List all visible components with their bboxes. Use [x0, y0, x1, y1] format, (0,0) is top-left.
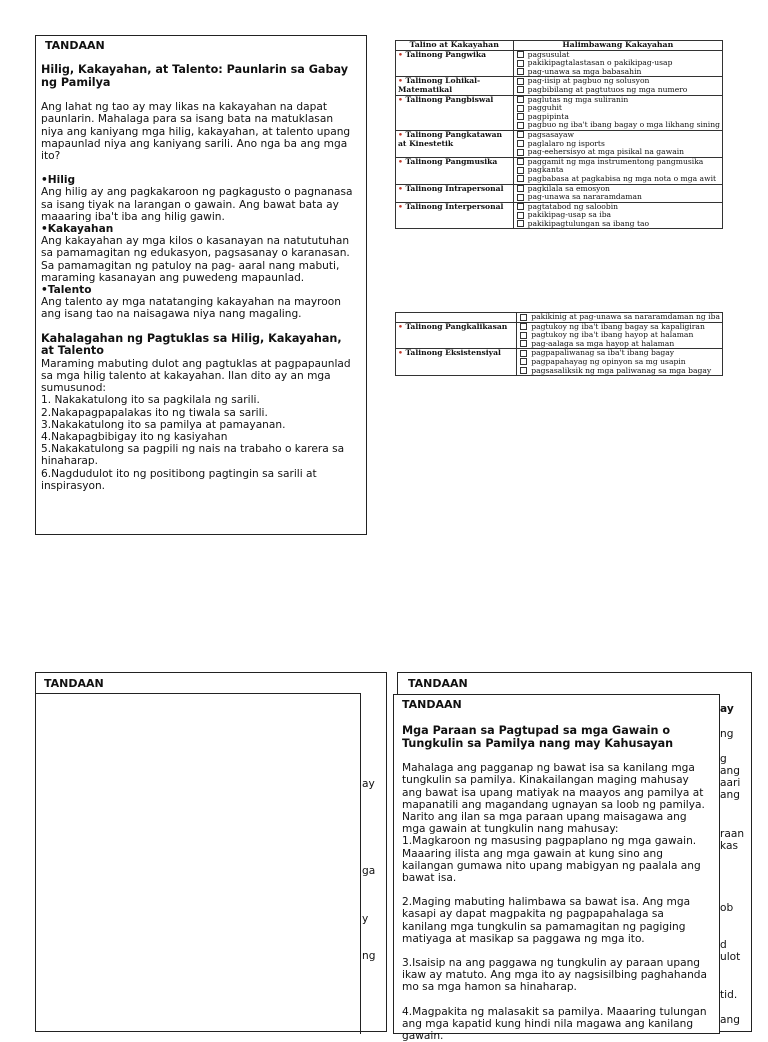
example-label: pagguhit — [527, 103, 562, 113]
example-list — [517, 322, 723, 349]
example-label: pagsusulat — [527, 49, 570, 59]
text-fragment: y — [362, 913, 369, 925]
paragraph: 3.Isaisip na ang paggawa ng tungkulin ay paraan upang ikaw ay matuto. Ang mga ito ay nagsisilbing paghahanda mo sa mga hamon sa hinaharap. — [402, 957, 707, 994]
list-item: 2.Nakapagpapalakas ito ng tiwala sa sarili. — [41, 406, 268, 419]
bullet-icon: • — [398, 49, 406, 59]
example-label: pag-iisip at pagbuo ng solusyon — [527, 76, 650, 86]
checkbox-icon — [517, 60, 524, 67]
section-intro: Maraming mabuting dulot ang pagtuklas at pagpapaunlad sa mga hilig talento at kakayahan. Ilan dito ay an mga sumusunod: — [41, 357, 351, 395]
text-fragment: ng — [720, 728, 734, 740]
list-item: 3.Nakakatulong ito sa pamilya at pamayanan. — [41, 418, 286, 431]
tandaan-note-bottom-left — [35, 672, 387, 1032]
checkbox-icon — [520, 367, 527, 374]
bullet-icon: • — [398, 321, 406, 331]
category-label: Talinong Eksistensiyal — [405, 348, 501, 358]
checkbox-icon — [520, 358, 527, 365]
category-label: Talinong Lohikal-Matematikal — [398, 76, 481, 94]
example-item — [516, 193, 720, 202]
hilig-text: Ang hilig ay ang pagkakaroon ng pagkagusto o pagnanasa sa isang tiyak na larangan o gawain. Ang bawat bata ay maaaring iba't iba ang hilig gawin. — [41, 186, 353, 223]
example-item — [516, 220, 720, 229]
text-fragment: ang — [720, 1014, 740, 1026]
checkbox-icon — [520, 314, 527, 321]
example-label: pagkanta — [527, 165, 564, 175]
talento-label: •Talento — [41, 284, 92, 297]
category-label: Talinong Pangwika — [405, 49, 487, 59]
text-fragment: ulot — [720, 951, 741, 963]
checkbox-icon — [517, 194, 524, 201]
checkbox-icon — [517, 212, 524, 219]
list-item: 6.Nagdudulot ito ng positibong pagtingin sa sarili at inspirasyon. — [41, 467, 317, 492]
checkbox-icon — [517, 131, 524, 138]
category-label: Talinong Pangkalikasan — [405, 321, 508, 331]
example-label: pakikinig at pag-unawa sa nararamdaman ng iba — [531, 312, 720, 321]
checkbox-icon — [517, 185, 524, 192]
table-header: Halimbawang Kakayahan — [513, 41, 722, 51]
example-label: paglutas ng mga suliranin — [527, 94, 629, 104]
note-intro: Ang lahat ng tao ay may likas na kakayahan na dapat paunlarin. Mahalaga para sa isang bata na matuklasan niya ang kaniyang mga hilig, kakayahan, at talento upang mapaunlad niya ang kaniyang sarili. Ano nga ba ang mga ito? — [41, 101, 351, 162]
example-label: pagtukoy ng iba't ibang bagay sa kapaligiran — [531, 321, 705, 331]
category-label: Talinong Intrapersonal — [405, 183, 504, 193]
example-label: pagbibilang at pagtutuos ng mga numero — [527, 84, 688, 94]
example-item — [519, 367, 720, 376]
checkbox-icon — [517, 149, 524, 156]
table-row — [396, 184, 723, 202]
example-label: pakikipag-usap sa iba — [527, 210, 612, 220]
talino-category — [396, 184, 514, 202]
example-list — [513, 184, 722, 202]
checkbox-icon — [517, 105, 524, 112]
checkbox-icon — [517, 51, 524, 58]
table-row — [396, 50, 723, 77]
bullet-icon: • — [398, 183, 406, 193]
checkbox-icon — [517, 175, 524, 182]
table-header: Talino at Kakayahan — [396, 41, 514, 51]
example-item — [519, 340, 720, 349]
example-label: pag-unawa sa nararamdaman — [527, 192, 642, 202]
checkbox-icon — [517, 96, 524, 103]
table-row — [396, 322, 723, 349]
text-fragment: kas — [720, 840, 738, 852]
checkbox-icon — [520, 323, 527, 330]
list-item: 4.Nakapagbibigay ito ng kasiyahan — [41, 431, 228, 444]
text-fragment: ay — [720, 703, 734, 715]
example-label: pagpipinta — [527, 111, 569, 121]
category-label: Talinong Interpersonal — [405, 201, 504, 211]
checkbox-icon — [517, 78, 524, 85]
example-list — [513, 130, 722, 157]
table-row — [396, 349, 723, 376]
category-label: Talinong Pangmusika — [405, 156, 498, 166]
list-item: 1. Nakakatulong ito sa pagkilala ng sarili. — [41, 394, 260, 407]
checkbox-icon — [517, 167, 524, 174]
example-label: pakikipagtalastasan o pakikipag-usap — [527, 58, 673, 68]
table-row — [396, 130, 723, 157]
checkbox-icon — [520, 332, 527, 339]
example-label: pagkilala sa emosyon — [527, 183, 610, 193]
text-fragment: ang — [720, 789, 740, 801]
example-item — [516, 86, 720, 95]
bullet-icon: • — [398, 201, 406, 211]
checkbox-icon — [520, 350, 527, 357]
example-list — [513, 50, 722, 77]
example-item — [516, 121, 720, 130]
example-label: pag-aalaga sa mga hayop at halaman — [531, 338, 675, 348]
talino-table — [395, 40, 723, 229]
example-label: pagsasayaw — [527, 129, 574, 139]
example-label: paglalaro ng isports — [527, 138, 605, 148]
talino-category — [396, 202, 514, 229]
text-fragment: d — [720, 939, 727, 951]
checkbox-icon — [517, 203, 524, 210]
checkbox-icon — [517, 220, 524, 227]
bullet-icon: • — [398, 76, 406, 86]
example-item — [516, 68, 720, 77]
bullet-icon: • — [398, 129, 406, 139]
talino-category — [396, 50, 514, 77]
section-title: Kahalagahan ng Pagtuklas sa Hilig, Kakayahan, at Talento — [41, 331, 342, 358]
text-fragment: ay — [362, 778, 375, 790]
talino-category — [396, 77, 514, 95]
list-item: 5.Nakakatulong sa pagpili ng nais na trabaho o karera sa hinaharap. — [41, 443, 345, 468]
talino-category — [396, 322, 517, 349]
bullet-icon: • — [398, 156, 406, 166]
text-fragment: tid. — [720, 989, 738, 1001]
text-fragment: ga — [362, 865, 376, 877]
text-fragment: g — [720, 753, 727, 765]
kakayahan-text: Ang kakayahan ay mga kilos o kasanayan na natututuhan sa pamamagitan ng edukasyon, pagsasanay o karanasan. Sa pamamagitan ng patuloy na pag- aaral nang mabuti, maraming kasanayan ang puwedeng mapaunlad. — [41, 235, 350, 284]
checkbox-icon — [517, 113, 524, 120]
talino-category — [396, 130, 514, 157]
table-row — [396, 95, 723, 130]
table-row — [396, 77, 723, 95]
example-label: pag-unawa sa mga babasahin — [527, 66, 642, 76]
paragraph: 2.Maging mabuting halimbawa sa bawat isa. Ang mga kasapi ay dapat magpakita ng pagpapahalaga sa kanilang mga tungkulin sa pamamagitan ng pagiging matiyaga at masikap sa paggawa ng mga ito. — [402, 896, 691, 945]
bullet-icon: • — [398, 348, 406, 358]
example-list — [513, 95, 722, 130]
example-label: pagtatabod ng saloobin — [527, 201, 619, 211]
checkbox-icon — [517, 122, 524, 129]
hilig-label: •Hilig — [41, 174, 76, 187]
example-list — [513, 202, 722, 229]
overlapping-page — [36, 693, 361, 1034]
kakayahan-label: •Kakayahan — [41, 223, 114, 236]
example-label: pagbuo ng iba't ibang bagay o mga likhang sining — [527, 120, 720, 130]
checkbox-icon — [520, 340, 527, 347]
category-label: Talinong Pangkatawan at Kinestetik — [398, 129, 503, 148]
text-fragment: ng — [362, 950, 376, 962]
example-item — [516, 148, 720, 157]
checkbox-icon — [517, 140, 524, 147]
example-label: pagpapaliwanag sa iba't ibang bagay — [531, 348, 675, 358]
tandaan-note-hilig — [35, 35, 367, 535]
note-header: TANDAAN — [45, 39, 105, 52]
tandaan-note-gawain — [393, 694, 720, 1042]
note-title: Mga Paraan sa Pagtupad sa mga Gawain o Tungkulin sa Pamilya nang may Kahusayan — [402, 724, 674, 750]
text-fragment: raan — [720, 828, 745, 840]
text-fragment: ob — [720, 902, 734, 914]
example-label: pagpapahayag ng opinyon sa mg usapin — [531, 356, 686, 366]
paragraph: 4.Magpakita ng malasakit sa pamilya. Maaaring tulungan ang mga kapatid kung hindi nila magawa ang kanilang gawain. — [402, 1005, 707, 1042]
table-row — [396, 157, 723, 184]
table-row — [396, 202, 723, 229]
example-list — [513, 77, 722, 95]
text-fragment: aari — [720, 777, 741, 789]
note-header: TANDAAN — [44, 677, 104, 690]
example-item — [516, 175, 720, 184]
checkbox-icon — [517, 86, 524, 93]
talino-category — [396, 349, 517, 376]
talento-text: Ang talento ay mga natatanging kakayahan na mayroon ang isang tao na naisagawa niya nang magaling. — [41, 296, 341, 321]
example-label: pakikipagtulungan sa ibang tao — [527, 218, 650, 228]
talino-category — [396, 95, 514, 130]
checkbox-icon — [517, 158, 524, 165]
example-item — [519, 313, 720, 322]
example-label: pagsasaliksik ng mga paliwanag sa mga bagay — [531, 365, 712, 375]
example-label: paggamit ng mga instrumentong pangmusika — [527, 156, 704, 166]
category-label: Talinong Pangbiswal — [405, 94, 494, 104]
example-list — [513, 157, 722, 184]
note-header: TANDAAN — [402, 698, 462, 711]
note-title: Hilig, Kakayahan, at Talento: Paunlarin sa Gabay ng Pamilya — [41, 63, 348, 89]
checkbox-icon — [517, 68, 524, 75]
talino-table-continued — [395, 312, 723, 376]
example-list — [517, 349, 723, 376]
example-label: pag-eehersisyo at mga pisikal na gawain — [527, 147, 685, 157]
bullet-icon: • — [398, 94, 406, 104]
example-label: pagbabasa at pagkabisa ng mga nota o mga awit — [527, 173, 717, 183]
paragraph: Mahalaga ang pagganap ng bawat isa sa kanilang mga tungkulin sa pamilya. Kinakailangan maging mahusay ang bawat isa upang matiyak na maayos ang pamilya at mapanatili ang magandang ugnayan sa loob ng pamilya. Narito ang ilan sa mga paraan upang maisagawa ang mga gawain at tungkulin nang mahusay: 1.Magkaroon ng masusing pagpaplano ng mga gawain. Maaaring ilista ang mga gawain at kung sino ang kailangan gumawa nito upang mabigyan ng paalala ang bawat isa. — [402, 762, 705, 885]
note-header: TANDAAN — [408, 677, 468, 690]
talino-category — [396, 157, 514, 184]
text-fragment: ang — [720, 765, 740, 777]
example-label: pagtukoy ng iba't ibang hayop at halaman — [531, 330, 694, 340]
